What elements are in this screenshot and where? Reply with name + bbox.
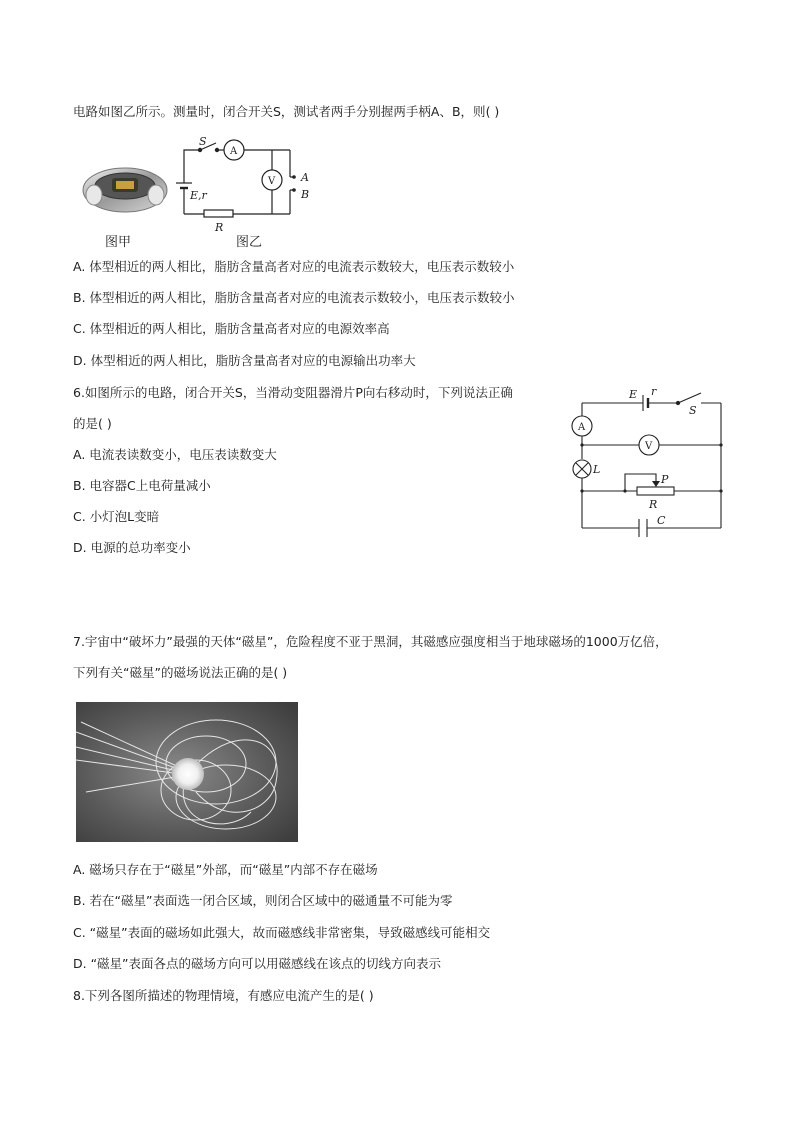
q6-internal-label: r bbox=[651, 385, 657, 398]
q6-lamp-label: L bbox=[593, 463, 601, 476]
magnetar-image bbox=[76, 702, 298, 842]
q7-option-b: B. 若在“磁星”表面选一闭合区域，则闭合区域中的磁通量不可能为零 bbox=[73, 893, 453, 908]
q5-option-b: B. 体型相近的两人相比，脂肪含量高者对应的电流表示数较小，电压表示数较小 bbox=[73, 290, 515, 305]
q6-voltmeter-label: V bbox=[645, 441, 653, 452]
q6-option-c: C. 小灯泡L变暗 bbox=[73, 509, 160, 524]
terminal-a-label: A bbox=[301, 171, 309, 184]
ammeter-label: A bbox=[230, 146, 238, 157]
switch-label: S bbox=[199, 135, 207, 148]
q7-stem-line2: 下列有关“磁星”的磁场说法正确的是( ) bbox=[73, 665, 288, 680]
q6-switch-label: S bbox=[689, 404, 697, 417]
q6-capacitor-label: C bbox=[657, 514, 666, 527]
q7-option-d: D. “磁星”表面各点的磁场方向可以用磁感线在该点的切线方向表示 bbox=[73, 956, 442, 971]
q6-stem-line2: 的是( ) bbox=[73, 416, 112, 431]
q8-stem: 8.下列各图所描述的物理情境，有感应电流产生的是( ) bbox=[73, 988, 374, 1003]
q5-option-a: A. 体型相近的两人相比，脂肪含量高者对应的电流表示数较大，电压表示数较小 bbox=[73, 259, 515, 274]
fig-a-caption: 图甲 bbox=[105, 235, 132, 250]
q6-source-label: E bbox=[629, 388, 638, 401]
q6-option-a: A. 电流表读数变小，电压表读数变大 bbox=[73, 447, 277, 462]
q7-option-a: A. 磁场只存在于“磁星”外部，而“磁星”内部不存在磁场 bbox=[73, 862, 378, 877]
q6-option-d: D. 电源的总功率变小 bbox=[73, 540, 191, 555]
q5-option-c: C. 体型相近的两人相比，脂肪含量高者对应的电源效率高 bbox=[73, 321, 390, 336]
source-label: E,r bbox=[190, 189, 207, 202]
q6-slider-label: P bbox=[661, 473, 669, 486]
q6-resistor-label: R bbox=[649, 498, 658, 511]
q5-stem: 电路如图乙所示。测量时，闭合开关S，测试者两手分别握两手柄A、B，则( ) bbox=[73, 104, 500, 119]
voltmeter-label: V bbox=[268, 176, 276, 187]
fig-b-caption: 图乙 bbox=[236, 235, 263, 250]
body-fat-meter-image bbox=[80, 150, 170, 220]
q6-option-b: B. 电容器C上电荷量减小 bbox=[73, 478, 211, 493]
q5-option-d: D. 体型相近的两人相比，脂肪含量高者对应的电源输出功率大 bbox=[73, 353, 416, 368]
q6-stem-line1: 6.如图所示的电路，闭合开关S，当滑动变阻器滑片P向右移动时，下列说法正确 bbox=[73, 385, 513, 400]
terminal-b-label: B bbox=[301, 188, 310, 201]
resistor-label: R bbox=[215, 221, 224, 234]
circuit-diagram-q6 bbox=[565, 383, 730, 538]
q7-option-c: C. “磁星”表面的磁场如此强大，故而磁感线非常密集，导致磁感线可能相交 bbox=[73, 925, 491, 940]
q6-ammeter-label: A bbox=[578, 422, 586, 433]
q7-stem-line1: 7.宇宙中“破坏力”最强的天体“磁星”，危险程度不亚于黑洞，其磁感应强度相当于地球磁场的1000万亿倍， bbox=[73, 634, 668, 649]
circuit-diagram-b bbox=[170, 133, 330, 235]
